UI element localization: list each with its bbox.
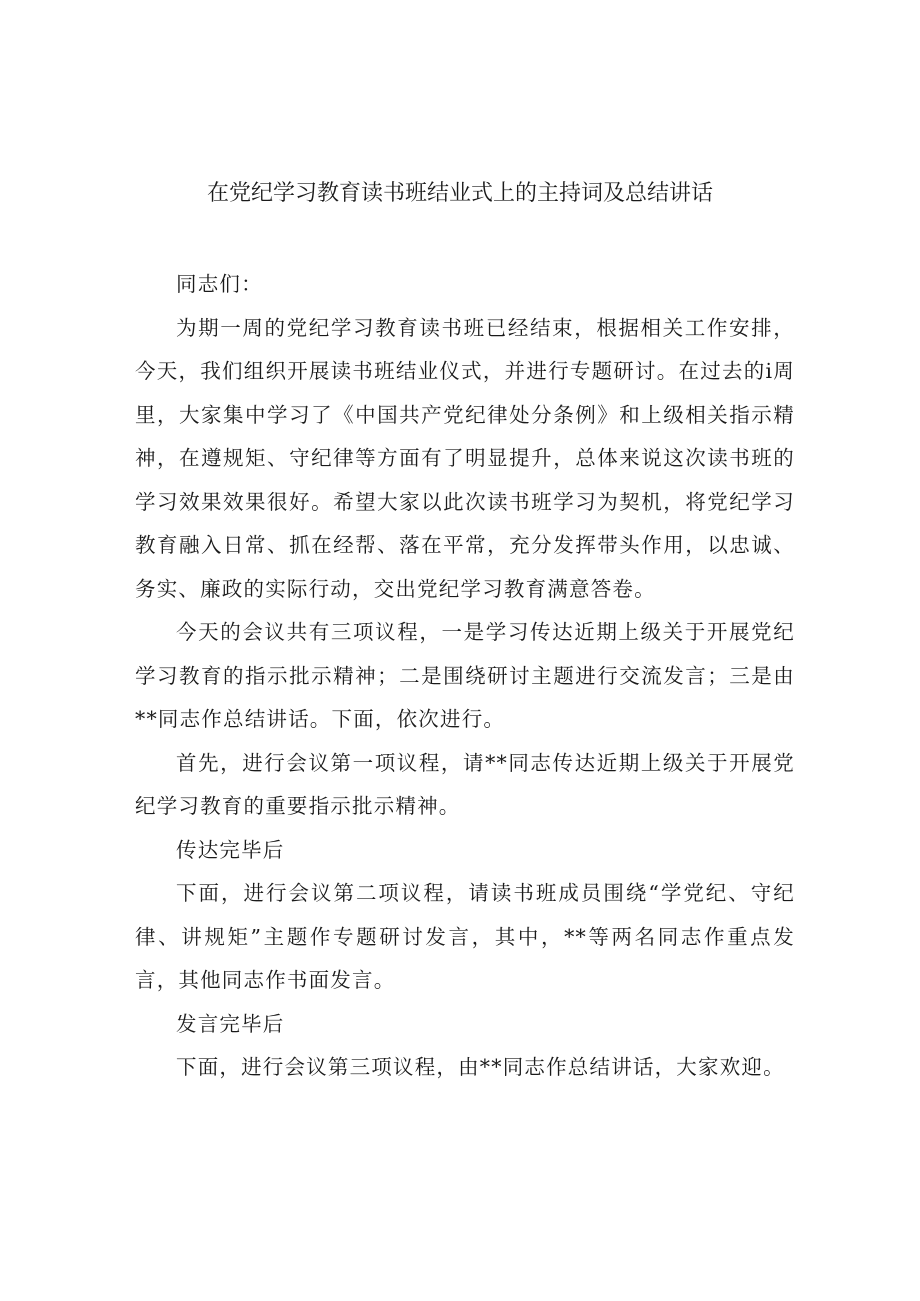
document-body xyxy=(135,263,795,1090)
paragraph-intro: 为期一周的党纪学习教育读书班已经结束，根据相关工作安排，今天，我们组织开展读书班结业仪式，并进行专题研讨。在过去的i周里，大家集中学习了《中国共产党纪律处分条例》和上级相关指示精神，在遵规矩、守纪律等方面有了明显提升，总体来说这次读书班的学习效果效果很好。希望大家以此次读书班学习为契机，将党纪学习教育融入日常、抓在经帮、落在平常，充分发挥带头作用，以忠诚、务实、廉政的实际行动，交出党纪学习教育满意答卷。 xyxy=(135,315,795,601)
salutation: 同志们： xyxy=(176,272,263,296)
stage-note-speech-done: 发言完毕后 xyxy=(176,1011,285,1036)
document-title: 在党纪学习教育读书班结业式上的主持词及总结讲话 xyxy=(206,181,713,206)
stage-note-relay-done: 传达完毕后 xyxy=(176,837,285,862)
paragraph-item-three: 下面，进行会议第三项议程，由**同志作总结讲话，大家欢迎。 xyxy=(176,1055,785,1079)
paragraph-agenda: 今天的会议共有三项议程，一是学习传达近期上级关于开展党纪学习教育的指示批示精神；二是围绕研讨主题进行交流发言；三是由**同志作总结讲话。下面，依次进行。 xyxy=(135,620,795,731)
paragraph-item-two: 下面，进行会议第二项议程，请读书班成员围绕“学党纪、守纪律、讲规矩”主题作专题研讨发言，其中，**等两名同志作重点发言，其他同志作书面发言。 xyxy=(135,881,795,992)
paragraph-item-one: 首先，进行会议第一项议程，请**同志传达近期上级关于开展党纪学习教育的重要指示批示精神。 xyxy=(135,750,795,818)
